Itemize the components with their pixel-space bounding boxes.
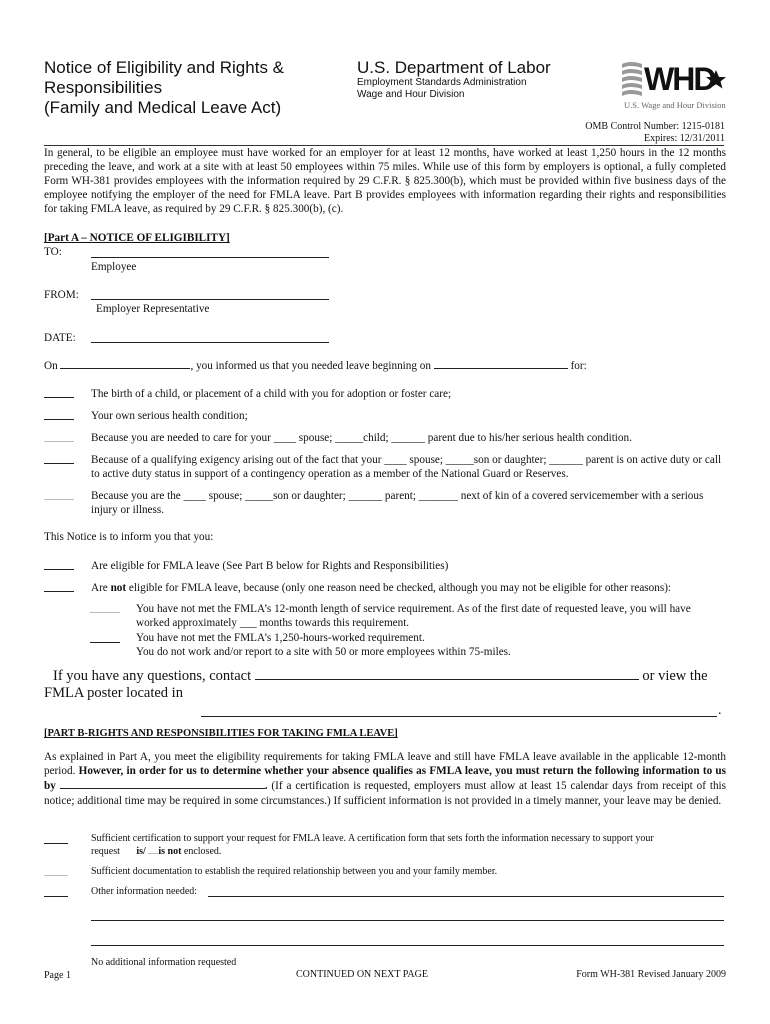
part-b-paragraph: As explained in Part A, you meet the eligibility requirements for taking FMLA leave and still have FMLA leave available in the applicable 12-month period. However, in order for us to determine whether your absence qualifies as FMLA leave, you must return the following information to us by . (If a certification is requested, employers must allow at least 15 calendar days from receipt of this notice; additional time may be required in some circumstances.) If sufficient information is not provided in a timely manner, your leave may be denied. bbox=[44, 751, 726, 807]
sub-reason-75miles: You do not work and/or report to a site with 50 or more employees within 75-miles. bbox=[136, 646, 511, 658]
not-eligible-bold: not bbox=[110, 582, 127, 594]
part-a-heading-text: [Part A – NOTICE OF ELIGIBILITY] bbox=[44, 232, 230, 244]
department-sub1: Employment Standards Administration bbox=[357, 77, 527, 88]
form-title-line1: Notice of Eligibility and Rights & bbox=[44, 58, 285, 77]
page-number: Page 1 bbox=[44, 970, 71, 981]
on-text: On bbox=[44, 360, 58, 372]
sub-reason-check-1250[interactable] bbox=[90, 642, 120, 643]
poster-line: FMLA poster located in bbox=[44, 685, 183, 701]
part-b-post: (If a certification is requested, employers must allow at least 15 calendar days from receipt of this notice; additional time may be required in some circumstances.) If sufficient information is not provided in a timely manner, your leave may be denied. bbox=[44, 780, 726, 807]
is-not-option[interactable]: is not bbox=[158, 846, 182, 857]
questions-pre: If you have any questions, contact bbox=[53, 668, 252, 684]
sub-reason-1250: You have not met the FMLA’s 1,250-hours-worked requirement. bbox=[136, 632, 425, 644]
from-field[interactable] bbox=[91, 299, 329, 300]
sub-reason-check-12month[interactable] bbox=[90, 612, 120, 613]
other-check[interactable] bbox=[44, 896, 68, 897]
reason-check-servicemember[interactable] bbox=[44, 499, 74, 500]
part-b-pre: As explained in Part A, you meet the eligibility requirements for taking FMLA leave and still have FMLA leave available in the applicable 12-month period. bbox=[44, 751, 726, 778]
poster-location-field[interactable] bbox=[201, 716, 717, 717]
reason-care: Because you are needed to care for your ____ spouse; _____child; ______ parent due to his/her serious health condition. bbox=[91, 432, 632, 444]
period: . bbox=[718, 703, 722, 718]
omb-number: OMB Control Number: 1215-0181 bbox=[585, 121, 725, 132]
leave-start-field[interactable] bbox=[434, 358, 568, 369]
no-info-item: No additional information requested bbox=[91, 957, 237, 968]
part-a-heading bbox=[44, 231, 230, 245]
part-b-heading-text: [PART B-RIGHTS AND RESPONSIBILITIES FOR TAKING FMLA LEAVE] bbox=[44, 728, 398, 739]
part-b-bold: However, in order for us to determine whether your absence qualifies as FMLA leave, you must return the following information to us by bbox=[44, 765, 726, 793]
reason-check-exigency[interactable] bbox=[44, 463, 74, 464]
other-info-field-3[interactable] bbox=[91, 945, 724, 946]
is-option[interactable]: is/ bbox=[136, 846, 146, 857]
cert-item bbox=[91, 832, 727, 858]
inform-text: This Notice is to inform you that you: bbox=[44, 531, 214, 543]
contact-field[interactable] bbox=[255, 667, 639, 680]
intro-paragraph: In general, to be eligible an employee must have worked for an employer for at least 12 months, have worked at least 1,250 hours in the 12 months preceding the leave, and work at a site with at least 50 employees within 75 miles. While use of this form by employers is optional, a fully completed Form WH-381 provides employees with the information required by 29 C.F.R. § 825.300(b), which must be provided within five business days of the employee notifying the employer of the need for FMLA leave. Part B provides employees with information regarding their rights and responsibilities for taking FMLA leave, as required by 29 C.F.R. § 825.300(b), (c). bbox=[44, 147, 726, 215]
form-revision: Form WH-381 Revised January 2009 bbox=[576, 969, 726, 980]
doc-check[interactable] bbox=[44, 875, 68, 876]
other-info-field-2[interactable] bbox=[91, 920, 724, 921]
continued-label: CONTINUED ON NEXT PAGE bbox=[296, 969, 428, 980]
reason-check-care[interactable] bbox=[44, 441, 74, 442]
cert-check[interactable] bbox=[44, 843, 68, 844]
not-eligible-text bbox=[91, 581, 671, 595]
reason-check-own-health[interactable] bbox=[44, 419, 74, 420]
doc-item: Sufficient documentation to establish the required relationship between you and your family member. bbox=[91, 866, 498, 877]
other-info-field-1[interactable] bbox=[208, 896, 724, 897]
eligible-check[interactable] bbox=[44, 569, 74, 570]
from-label: FROM: bbox=[44, 289, 79, 301]
questions-line bbox=[53, 667, 708, 685]
reason-own-health: Your own serious health condition; bbox=[91, 410, 248, 422]
logo-text: WHD bbox=[644, 61, 715, 97]
department-name: U.S. Department of Labor bbox=[357, 58, 551, 77]
leave-begin-text: , you informed us that you needed leave beginning on bbox=[190, 360, 431, 372]
reason-birth: The birth of a child, or placement of a child with you for adoption or foster care; bbox=[91, 388, 452, 400]
date-field[interactable] bbox=[91, 342, 329, 343]
questions-post: or view the bbox=[642, 668, 708, 684]
enclosed-word: enclosed. bbox=[181, 846, 222, 857]
to-field[interactable] bbox=[91, 257, 329, 258]
whd-logo bbox=[620, 58, 730, 110]
reason-exigency: Because of a qualifying exigency arising out of the fact that your ____ spouse; _____son or daughter; ______ parent is on active duty or call to active duty status in support of a contingency operation as a member of the National Guard or Reserves. bbox=[91, 454, 722, 480]
other-item: Other information needed: bbox=[91, 886, 198, 897]
return-by-field[interactable] bbox=[60, 778, 265, 789]
logo-caption: U.S. Wage and Hour Division bbox=[624, 100, 726, 110]
expiration: Expires: 12/31/2011 bbox=[643, 133, 725, 144]
sub-reason-12month: You have not met the FMLA’s 12-month length of service requirement. As of the first date of requested leave, you will have worked approximately ___ months towards this requirement. bbox=[136, 603, 691, 629]
notified-date-field[interactable] bbox=[60, 358, 190, 369]
to-caption: Employee bbox=[91, 261, 137, 273]
cert-text: Sufficient certification to support your request for FMLA leave. A certification form that sets forth the information necessary to support your bbox=[91, 833, 654, 844]
form-title-line3: (Family and Medical Leave Act) bbox=[44, 98, 282, 117]
notice-date-line bbox=[44, 358, 587, 373]
request-word: request bbox=[91, 846, 120, 857]
from-caption: Employer Representative bbox=[96, 303, 210, 315]
not-eligible-pre: Are bbox=[91, 582, 111, 594]
department-sub2: Wage and Hour Division bbox=[357, 89, 465, 100]
reason-servicemember: Because you are the ____ spouse; _____son or daughter; ______ parent; _______ next of kin of a covered servicemember with a serious injury or illness. bbox=[91, 490, 704, 516]
for-text: for: bbox=[570, 360, 587, 372]
eligible-text: Are eligible for FMLA leave (See Part B below for Rights and Responsibilities) bbox=[91, 560, 449, 572]
form-title-line2: Responsibilities bbox=[44, 78, 163, 97]
reason-check-birth[interactable] bbox=[44, 397, 74, 398]
not-eligible-check[interactable] bbox=[44, 591, 74, 592]
not-eligible-post: eligible for FMLA leave, because (only one reason need be checked, although you may not be eligible for other reasons): bbox=[126, 582, 672, 594]
date-label: DATE: bbox=[44, 332, 76, 344]
to-label: TO: bbox=[44, 246, 62, 258]
part-b-heading bbox=[44, 727, 398, 741]
